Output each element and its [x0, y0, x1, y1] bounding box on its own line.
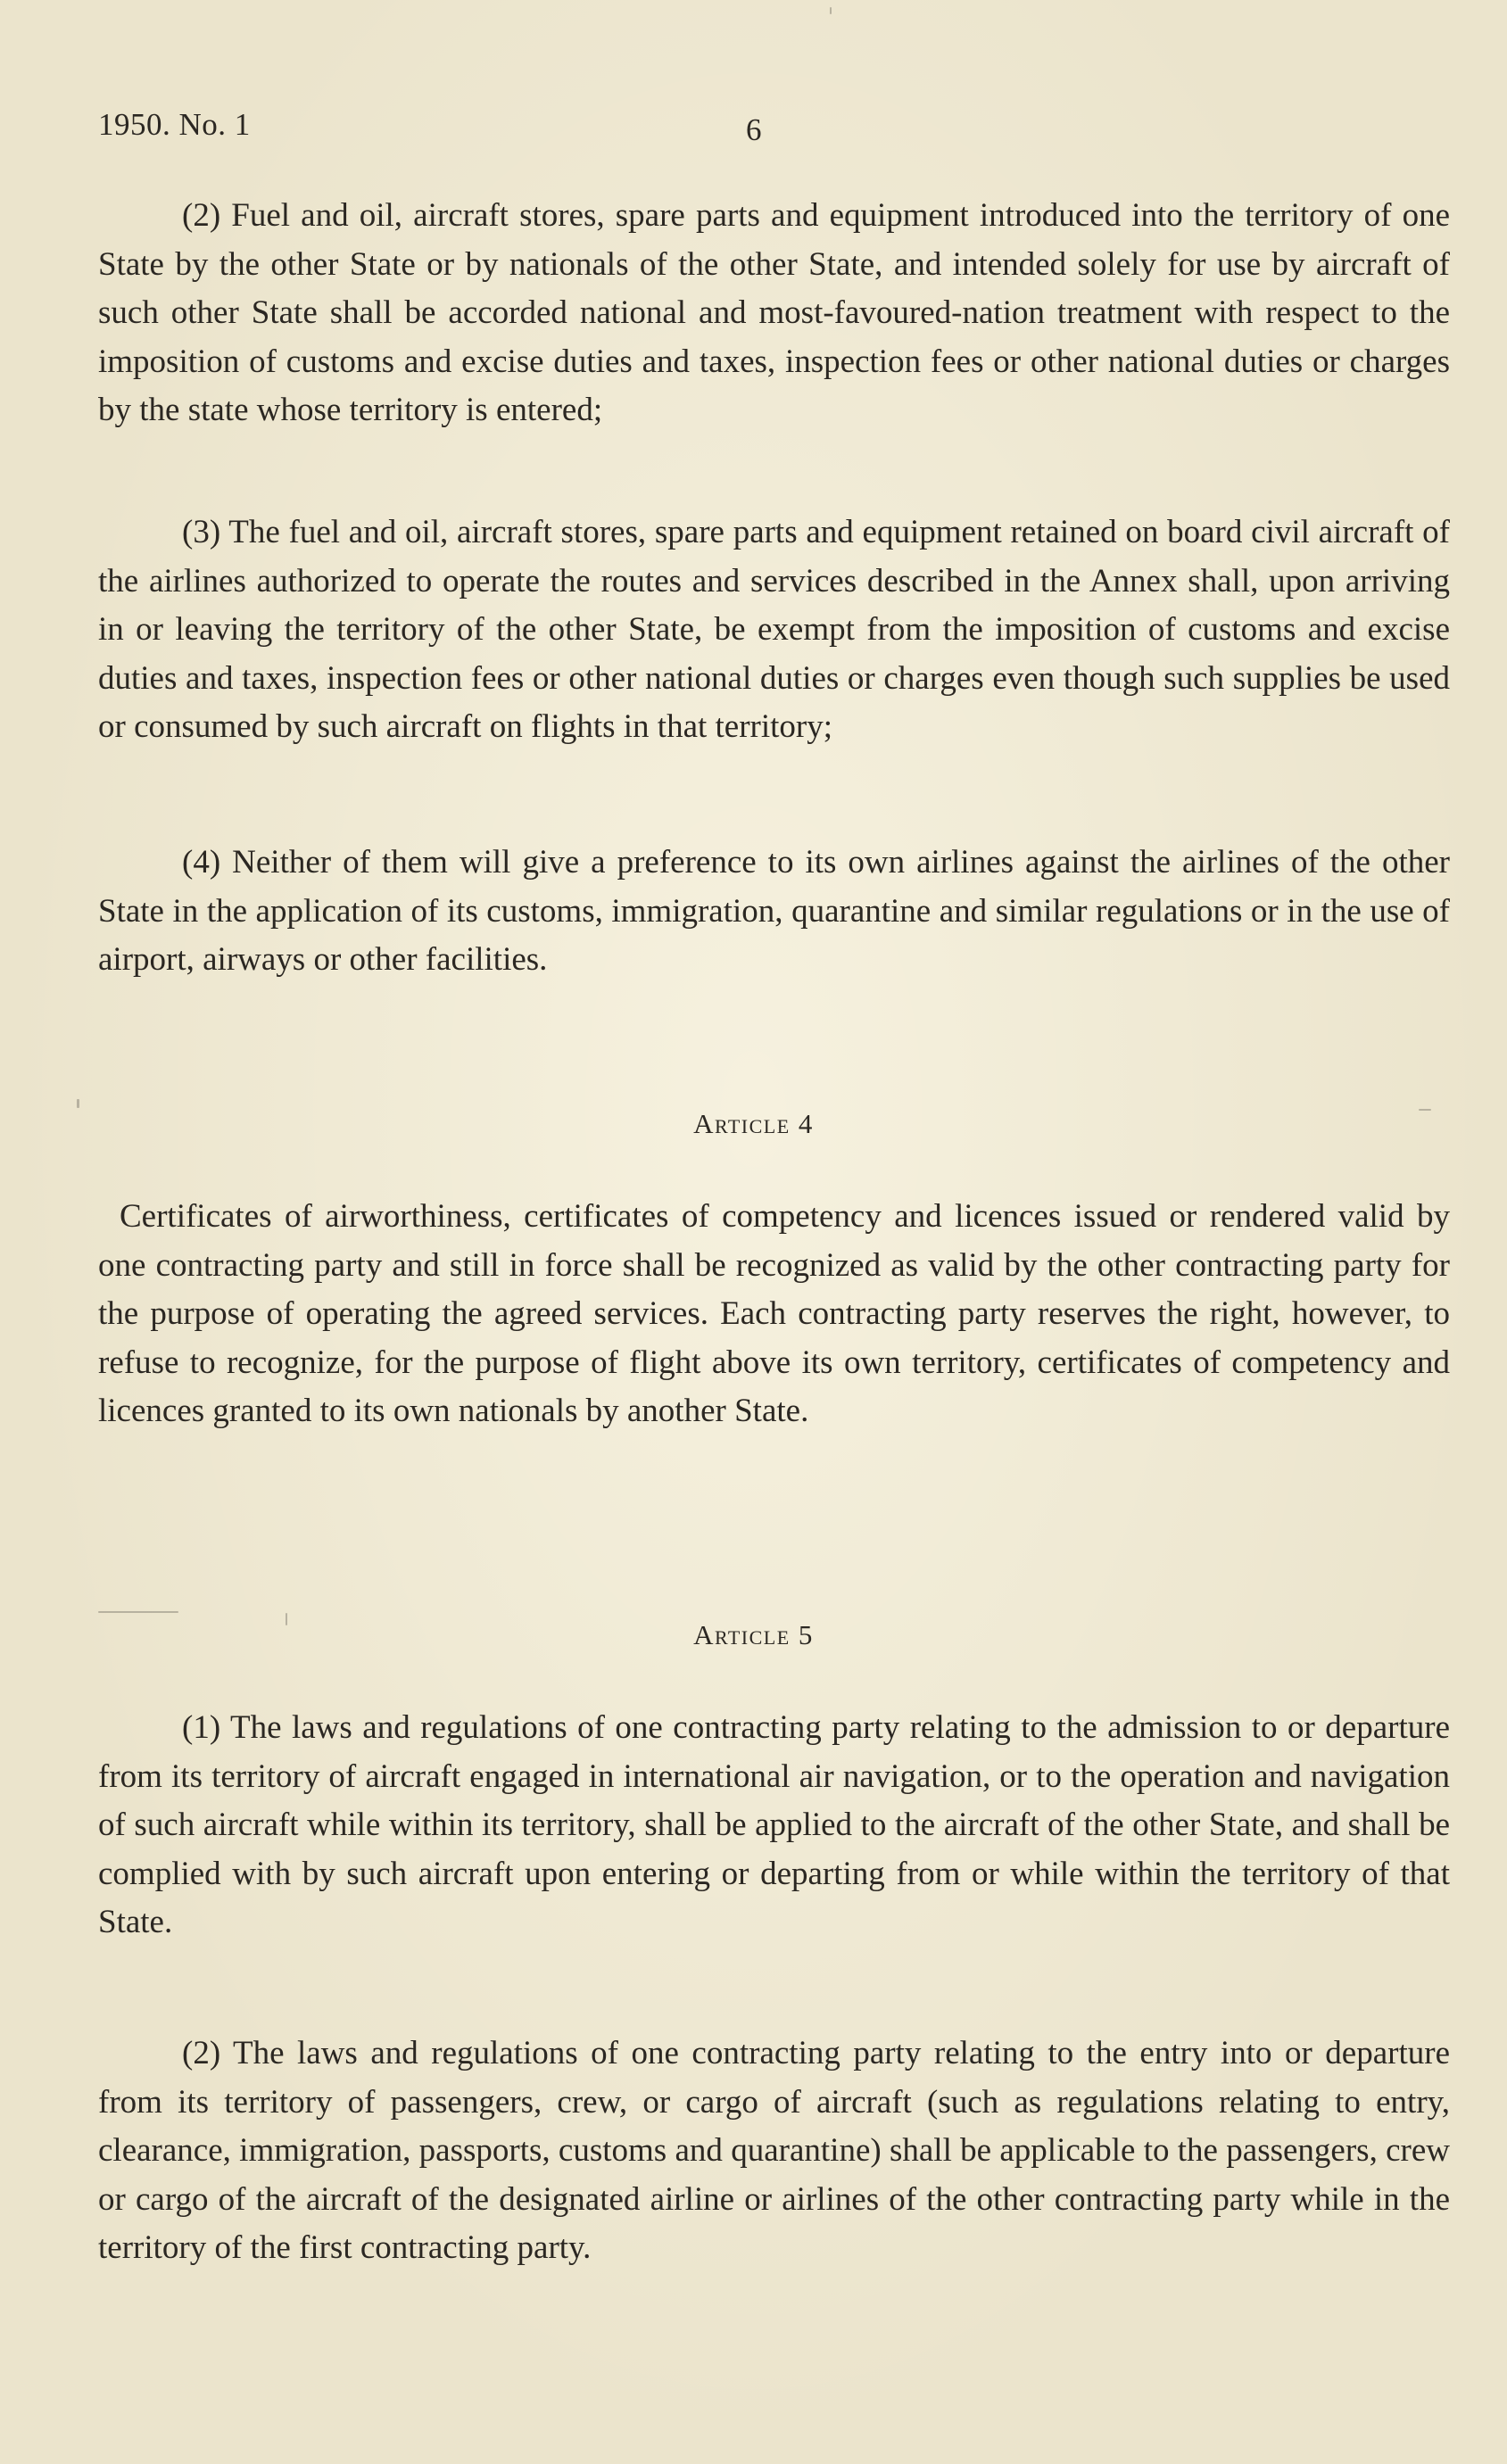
paragraph-article4: Certificates of airworthiness, certificates of competency and licences issued or rendered valid by one contracting party and still in force shall be recognized as valid by the other contracting party for the purpose of operating the agreed services. Each contracting party reserves the right, however, to refuse to recognize, for the purpose of flight above its own territory, certificates of competency and licences granted to its own nationals by another State.	[98, 1198, 1450, 1429]
paragraph-article5-2: (2) The laws and regulations of one contracting party relating to the entry into or departure from its territory of passengers, crew, or cargo of aircraft (such as regulations relating to entry, clearance, immigration, passports, customs and quarantine) shall be applicable to the passengers, crew or cargo of the aircraft of the designated airline or airlines of the other contracting party while in the territory of the first contracting party.	[98, 2035, 1450, 2266]
scan-mark	[286, 1613, 287, 1625]
paragraph-article5-1: (1) The laws and regulations of one contracting party relating to the admission to or departure from its territory of aircraft engaged in international air navigation, or to the operation and navigation of such aircraft while within its territory, shall be applied to the aircraft of the other State, and shall be complied with by such aircraft upon entering or departing from or while within the territory of that State.	[98, 1709, 1450, 1940]
page-number: 6	[746, 112, 762, 147]
scan-mark	[830, 7, 832, 14]
paragraph-article3-3: (3) The fuel and oil, aircraft stores, spare parts and equipment retained on board civil aircraft of the airlines authorized to operate the routes and services described in the Annex shall, upon arriving in or leaving the territory of the other State, be exempt from the imposition of customs and excise duties and taxes, inspection fees or other national duties or charges even though such supplies be used or consumed by such aircraft on flights in that territory;	[98, 514, 1450, 745]
paragraph-article3-4: (4) Neither of them will give a preference to its own airlines against the airlines of the other State in the application of its customs, immigration, quarantine and similar regulations or in the use of airport, airways or other facilities.	[98, 844, 1450, 978]
paragraph-article3-2: (2) Fuel and oil, aircraft stores, spare parts and equipment introduced into the territory of one State by the other State or by nationals of the other State, and intended solely for use by aircraft of such other State shall be accorded national and most-favoured-nation treatment with respect to the imposition of customs and excise duties and taxes, inspection fees or other national duties or charges by the state whose territory is entered;	[98, 197, 1450, 428]
article-4-heading: Article 4	[693, 1108, 814, 1139]
scan-mark	[1419, 1109, 1431, 1111]
article-5-heading: Article 5	[693, 1619, 814, 1650]
page-header	[98, 107, 1410, 161]
document-reference: 1950. No. 1	[98, 107, 251, 142]
scan-mark	[98, 1611, 178, 1613]
scan-mark	[77, 1099, 79, 1108]
